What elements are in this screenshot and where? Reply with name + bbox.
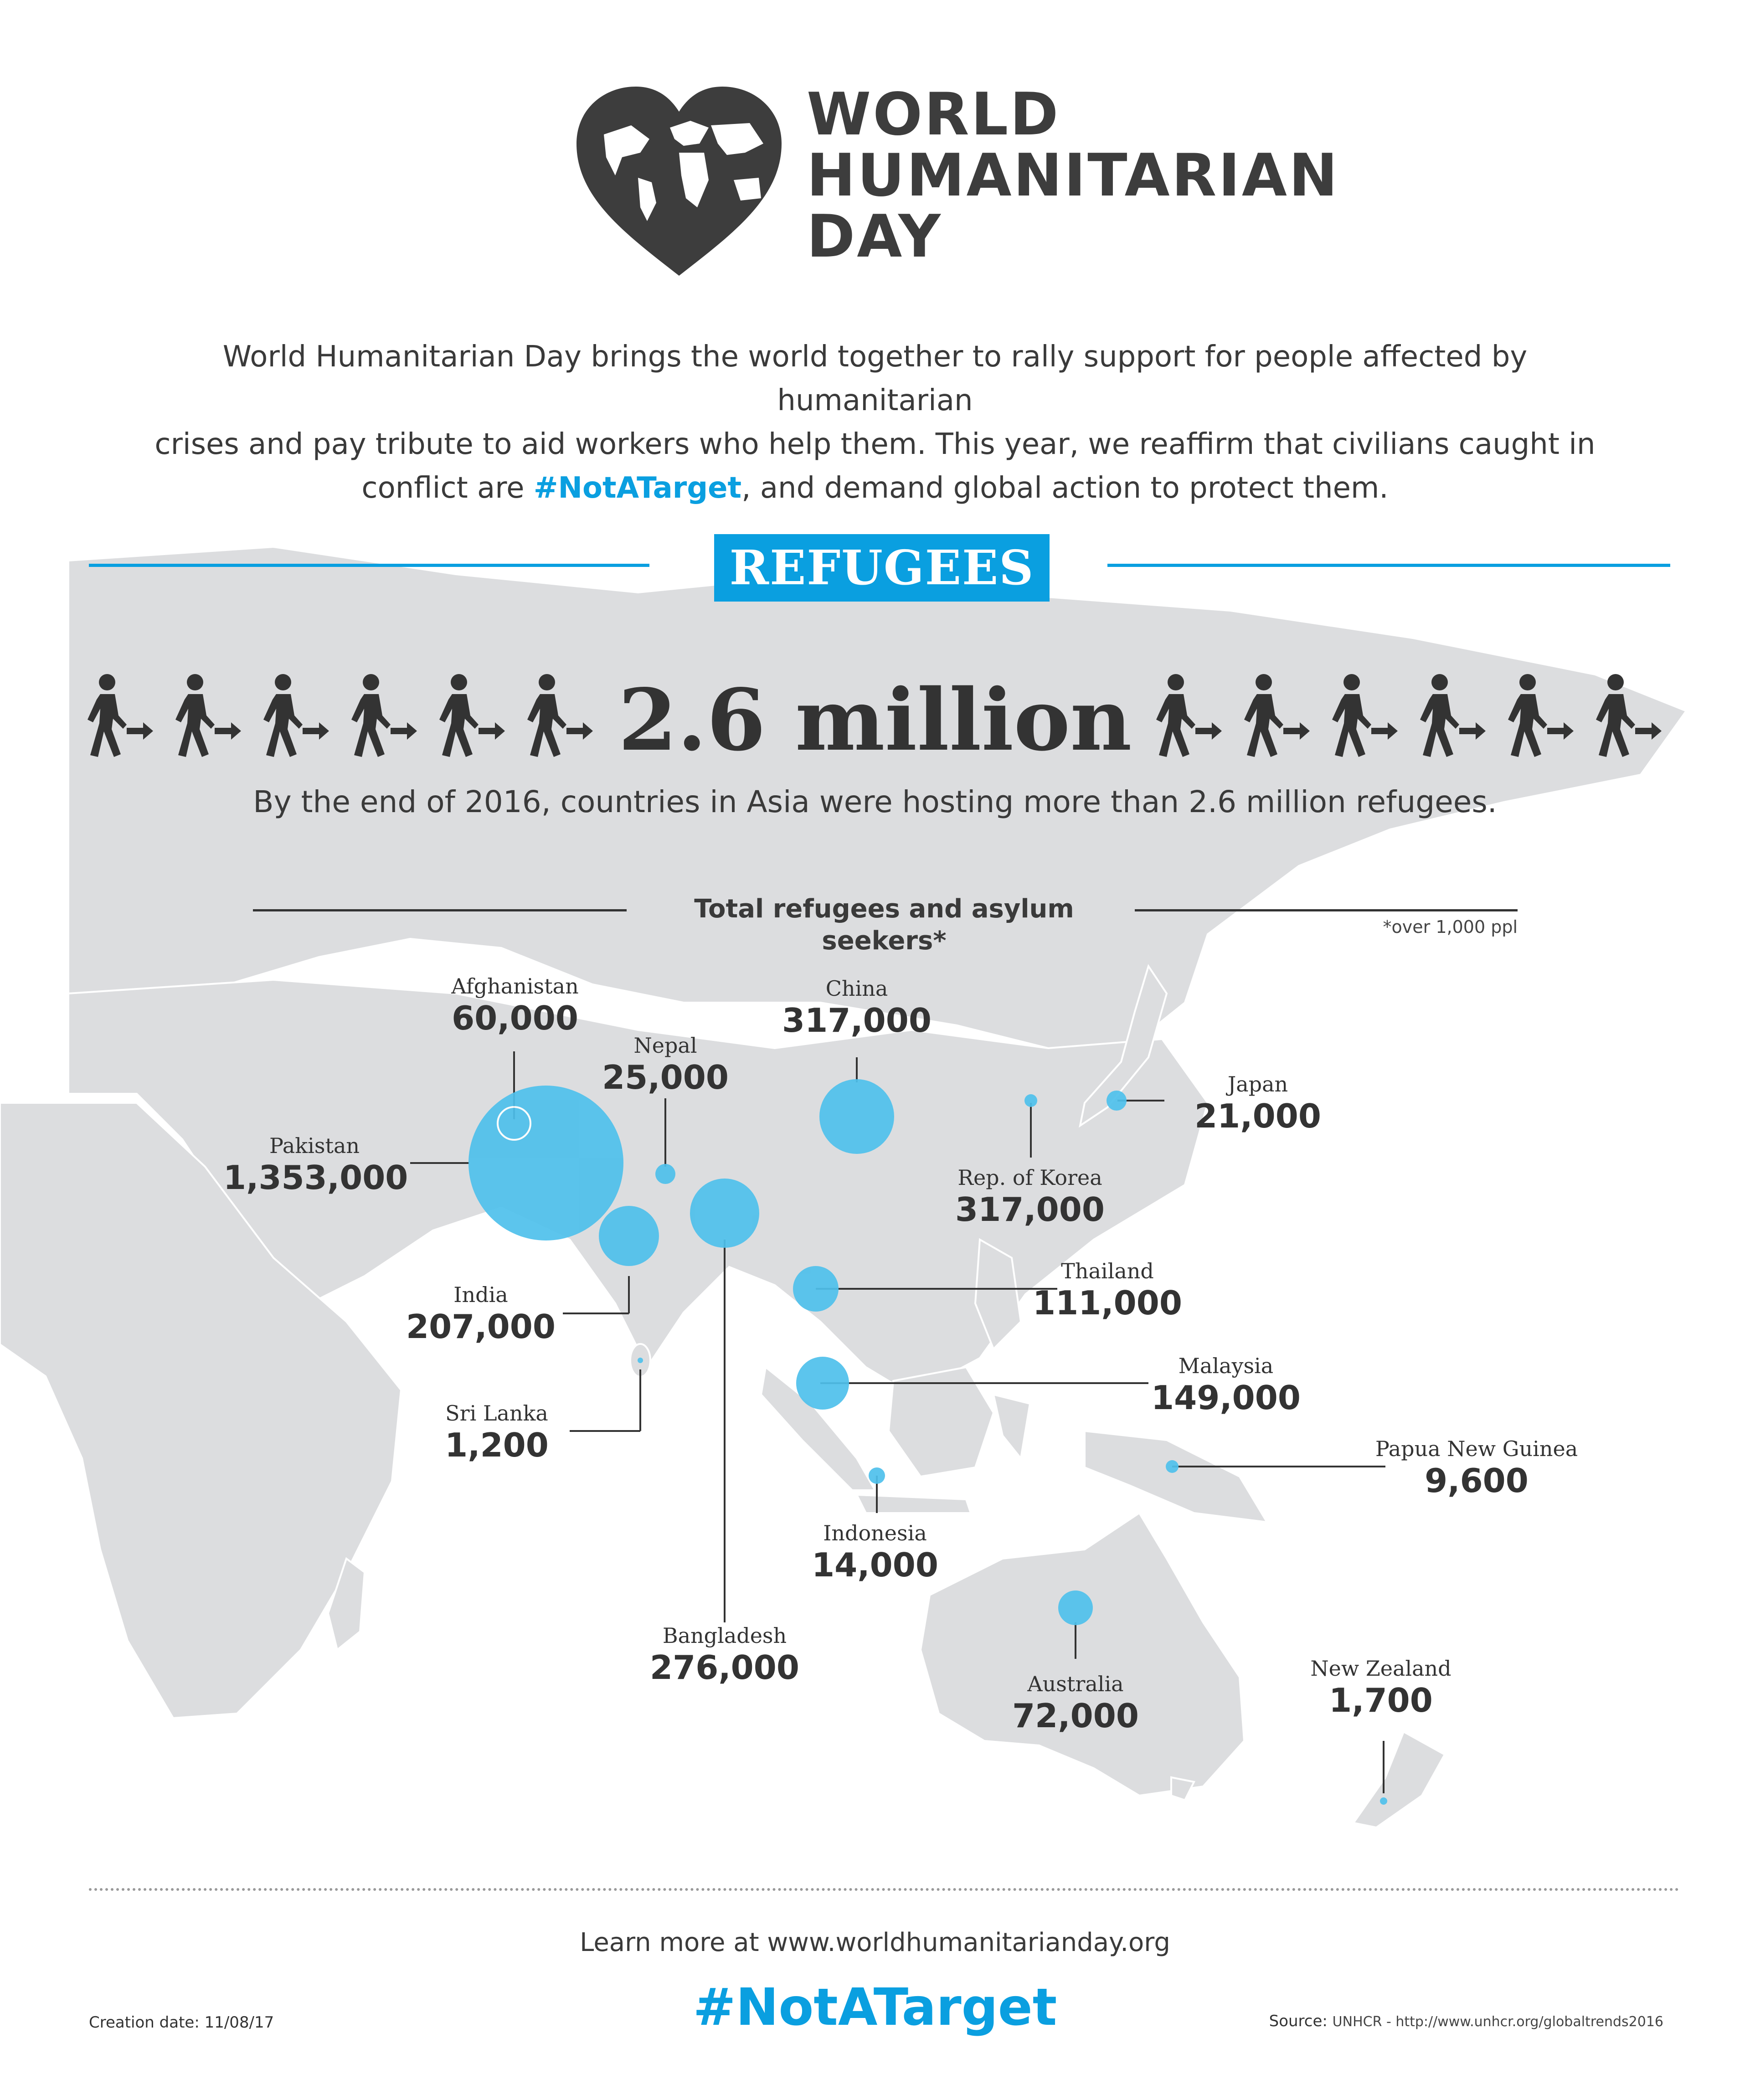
bubble-pakistan bbox=[468, 1086, 623, 1240]
intro-text: conflict are bbox=[361, 471, 534, 505]
footer-hashtag: #NotATarget bbox=[693, 1978, 1057, 2037]
bubble-japan bbox=[1107, 1091, 1127, 1111]
country-value: 21,000 bbox=[1194, 1097, 1321, 1135]
label-korea bbox=[939, 1164, 1121, 1228]
country-name: Japan bbox=[1227, 1072, 1288, 1096]
label-japan bbox=[1167, 1071, 1349, 1135]
walking-person-arrow-icon bbox=[527, 674, 593, 757]
logo-title-line: HUMANITARIAN bbox=[807, 142, 1340, 210]
country-name: Thailand bbox=[1061, 1259, 1154, 1283]
logo-title bbox=[807, 81, 1340, 271]
label-thailand bbox=[1016, 1258, 1199, 1322]
label-nepal bbox=[574, 1032, 757, 1096]
country-value: 317,000 bbox=[955, 1190, 1105, 1229]
bubble-png bbox=[1166, 1460, 1179, 1473]
label-china bbox=[766, 975, 948, 1039]
country-name: India bbox=[453, 1282, 508, 1307]
country-value: 60,000 bbox=[452, 999, 578, 1037]
footer-divider bbox=[89, 1888, 1679, 1891]
country-value: 149,000 bbox=[1151, 1379, 1301, 1417]
walking-person-arrow-icon bbox=[1156, 674, 1222, 757]
chart-footnote: *over 1,000 ppl bbox=[1383, 917, 1518, 937]
learn-more-text: Learn more at www.worldhumanitarianday.org bbox=[580, 1928, 1170, 1957]
bubble-malaysia bbox=[796, 1357, 849, 1410]
label-indonesia bbox=[784, 1520, 966, 1584]
chart-title-rule-right bbox=[1135, 909, 1518, 911]
walking-person-arrow-icon bbox=[351, 674, 417, 757]
java-landmass bbox=[857, 1495, 971, 1513]
walking-person-arrow-icon bbox=[175, 674, 241, 757]
intro-text: , and demand global action to protect them. bbox=[741, 471, 1389, 505]
country-value: 1,200 bbox=[445, 1426, 549, 1464]
walking-person-arrow-icon bbox=[1596, 674, 1662, 757]
country-name: New Zealand bbox=[1310, 1656, 1451, 1681]
tasmania-landmass bbox=[1171, 1777, 1194, 1800]
bubble-australia bbox=[1058, 1590, 1093, 1625]
bubble-indonesia bbox=[869, 1467, 885, 1484]
walking-person-arrow-icon bbox=[1332, 674, 1398, 757]
headline-number: 2.6 million bbox=[618, 670, 1132, 770]
walking-icons-right bbox=[1155, 672, 1679, 759]
country-name: Papua New Guinea bbox=[1375, 1436, 1578, 1461]
logo-title-line: DAY bbox=[807, 203, 942, 271]
label-india bbox=[390, 1282, 572, 1345]
label-sri-lanka bbox=[406, 1400, 588, 1464]
country-value: 14,000 bbox=[812, 1546, 938, 1584]
label-new-zealand bbox=[1290, 1655, 1472, 1719]
logo-title-line: WORLD bbox=[807, 81, 1060, 149]
country-name: Rep. of Korea bbox=[957, 1165, 1102, 1190]
headline-subtitle: By the end of 2016, countries in Asia were hosting more than 2.6 million refugees. bbox=[253, 784, 1497, 819]
australia-landmass bbox=[921, 1513, 1244, 1796]
source-label: Source: bbox=[1269, 2012, 1328, 2030]
walking-person-arrow-icon bbox=[1244, 674, 1310, 757]
papua-new-guinea-landmass bbox=[1085, 1431, 1267, 1522]
walking-person-arrow-icon bbox=[1508, 674, 1574, 757]
country-name: Bangladesh bbox=[662, 1623, 787, 1648]
source-text: UNHCR - http://www.unhcr.org/globaltrends2016 bbox=[1332, 2014, 1663, 2030]
bubble-bangladesh bbox=[690, 1179, 759, 1248]
country-name: Indonesia bbox=[823, 1521, 927, 1545]
label-papua-new-guinea bbox=[1367, 1436, 1586, 1499]
chart-title: Total refugees and asylum seekers* bbox=[694, 894, 1074, 956]
walking-icons-left bbox=[87, 672, 611, 759]
walking-person-arrow-icon bbox=[88, 674, 153, 757]
chart-title-rule-left bbox=[253, 909, 627, 911]
country-name: Malaysia bbox=[1178, 1354, 1274, 1378]
walking-person-arrow-icon bbox=[1420, 674, 1486, 757]
walking-person-arrow-icon bbox=[439, 674, 505, 757]
heart-globe-icon bbox=[572, 84, 786, 280]
sulawesi-landmass bbox=[993, 1395, 1030, 1458]
country-value: 72,000 bbox=[1012, 1697, 1139, 1735]
bubble-india bbox=[599, 1206, 659, 1266]
creation-date: Creation date: 11/08/17 bbox=[89, 2013, 274, 2032]
country-value: 317,000 bbox=[782, 1001, 932, 1040]
bubble-nepal bbox=[655, 1164, 675, 1184]
label-bangladesh bbox=[629, 1622, 820, 1686]
country-name: China bbox=[825, 976, 888, 1001]
source-credit bbox=[1130, 2012, 1663, 2030]
bubble-thailand bbox=[793, 1266, 839, 1312]
intro-line: crises and pay tribute to aid workers who help them. This year, we reaffirm that civilians caught in bbox=[154, 427, 1596, 461]
section-title: REFUGEES bbox=[714, 534, 1050, 602]
intro-line: World Humanitarian Day brings the world together to rally support for people affected by humanitarian bbox=[222, 340, 1528, 417]
label-malaysia bbox=[1135, 1353, 1317, 1416]
country-value: 1,353,000 bbox=[223, 1158, 408, 1197]
intro-line bbox=[137, 466, 1613, 510]
bubble-china bbox=[819, 1079, 894, 1154]
bubble-afghanistan bbox=[498, 1107, 530, 1140]
section-divider-left bbox=[89, 564, 649, 567]
label-pakistan bbox=[223, 1132, 406, 1196]
label-australia bbox=[984, 1671, 1167, 1735]
bubble-nz bbox=[1380, 1797, 1387, 1805]
intro-paragraph bbox=[137, 335, 1613, 510]
intro-hashtag: #NotATarget bbox=[533, 471, 742, 505]
country-value: 9,600 bbox=[1425, 1462, 1529, 1500]
bubble-korea bbox=[1024, 1094, 1037, 1107]
country-name: Sri Lanka bbox=[445, 1401, 548, 1426]
label-afghanistan bbox=[424, 973, 606, 1037]
country-value: 276,000 bbox=[650, 1648, 799, 1687]
new-zealand-landmass bbox=[1354, 1732, 1445, 1827]
country-name: Pakistan bbox=[269, 1133, 360, 1158]
country-value: 25,000 bbox=[602, 1058, 729, 1096]
bubble-srilanka bbox=[638, 1358, 643, 1363]
country-name: Nepal bbox=[633, 1033, 697, 1058]
walking-person-arrow-icon bbox=[263, 674, 329, 757]
country-value: 111,000 bbox=[1033, 1284, 1182, 1322]
country-name: Australia bbox=[1027, 1672, 1124, 1696]
section-divider-right bbox=[1107, 564, 1670, 567]
country-name: Afghanistan bbox=[451, 974, 579, 999]
country-value: 207,000 bbox=[406, 1307, 556, 1346]
country-value: 1,700 bbox=[1329, 1681, 1433, 1719]
